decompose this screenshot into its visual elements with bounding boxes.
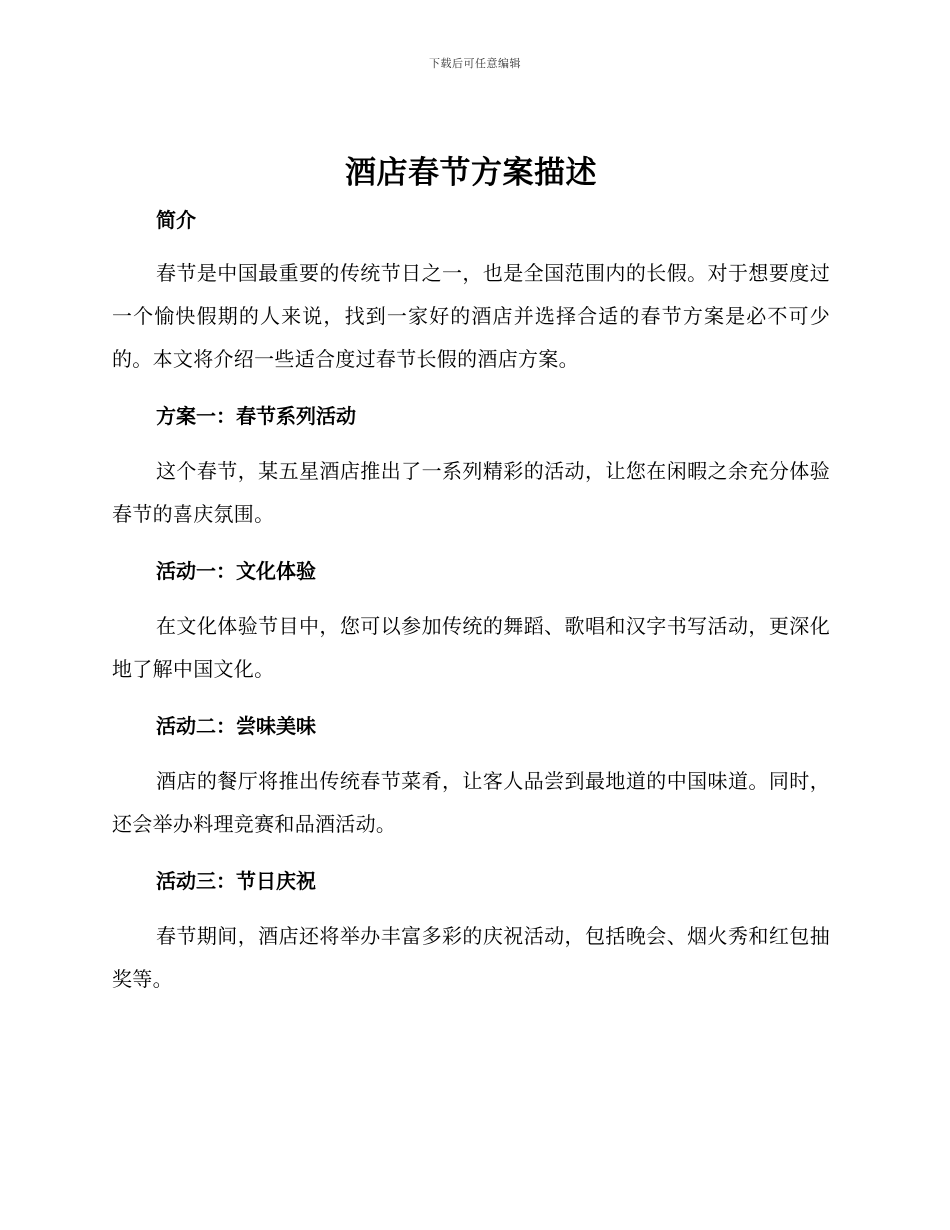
section-heading-activity-one: 活动一：文化体验	[156, 559, 316, 583]
header-note: 下载后可任意编辑	[429, 57, 521, 70]
section-heading-plan-one: 方案一：春节系列活动	[156, 404, 356, 428]
section-paragraph-activity-one: 在文化体验节目中，您可以参加传统的舞蹈、歌唱和汉字书写活动，更深化地了解中国文化。	[112, 614, 830, 681]
section-heading-activity-three: 活动三：节日庆祝	[156, 869, 316, 893]
section-paragraph-activity-three: 春节期间，酒店还将举办丰富多彩的庆祝活动，包括晚会、烟火秀和红包抽奖等。	[112, 924, 830, 991]
document-body	[112, 150, 830, 1001]
document-title: 酒店春节方案描述	[345, 155, 597, 191]
section-heading-intro: 简介	[156, 208, 196, 232]
section-paragraph-activity-two: 酒店的餐厅将推出传统春节菜肴，让客人品尝到最地道的中国味道。同时，还会举办料理竞赛和品酒活动。	[112, 769, 830, 836]
section-paragraph-plan-one: 这个春节，某五星酒店推出了一系列精彩的活动，让您在闲暇之余充分体验春节的喜庆氛围。	[112, 459, 830, 526]
section-paragraph-intro: 春节是中国最重要的传统节日之一，也是全国范围内的长假。对于想要度过一个愉快假期的人来说，找到一家好的酒店并选择合适的春节方案是必不可少的。本文将介绍一些适合度过春节长假的酒店方案。	[112, 261, 830, 371]
section-heading-activity-two: 活动二：尝味美味	[156, 714, 316, 738]
